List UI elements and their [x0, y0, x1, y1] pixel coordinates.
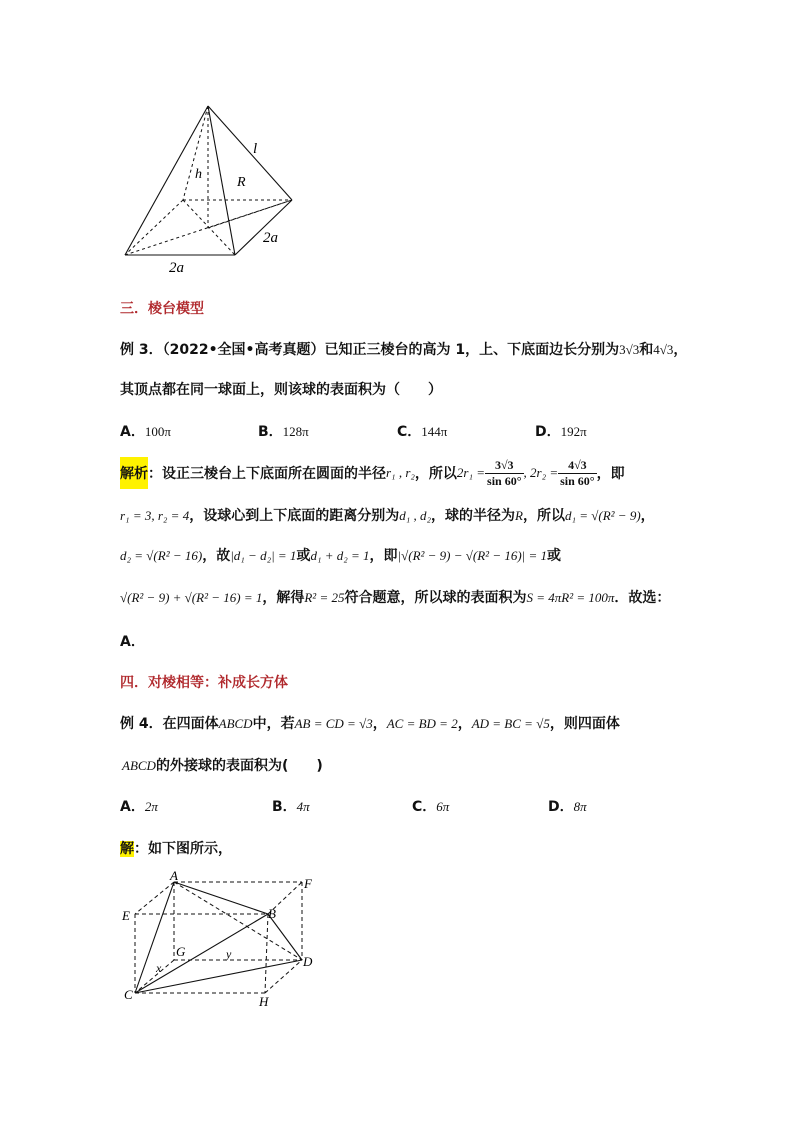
- label-H: H: [259, 994, 269, 1009]
- label-F: F: [304, 876, 312, 891]
- example3-solution-line3: d₂ = √(R² − 16)，故|d₁ − d₂| = 1或d₁ + d₂ = 1，即|√(R² − 9) − √(R² − 16)| = 1或: [120, 548, 562, 564]
- example4-option-c: C．6π: [412, 799, 450, 815]
- label-E: E: [122, 908, 130, 923]
- fraction-1: $\frac{3√3}{\sin 60^\circ}$: [487, 457, 522, 488]
- label-y: y: [226, 947, 232, 961]
- label-l: l: [253, 141, 258, 157]
- section-title-4: 四．对棱相等：补成长方体: [120, 675, 288, 691]
- example4-option-b: B．4π: [272, 799, 310, 815]
- example4-line2: ABCD的外接球的表面积为( ): [122, 758, 323, 774]
- example3-solution-line1: 解析 ：设正三棱台上下底面所在圆面的半径 r₁ , r₂ ，所以 2r₁ = $\frac{3√3}{\sin 60^\circ}$ , 2r₂ = $\frac{4√3}{\sin 60^\circ}$ ，即: [120, 457, 625, 488]
- solution-tag: 解析: [120, 457, 148, 489]
- section-title-3: 三．棱台模型: [120, 301, 204, 317]
- example4-line1: 例 4．在四面体ABCD中，若AB = CD = √3，AC = BD = 2，AD = BC = √5，则四面体: [120, 716, 620, 732]
- example3-solution-line2: r₁ = 3, r₂ = 4，设球心到上下底面的距离分别为d₁ , d₂，球的半径为R，所以d₁ = √(R² − 9)，: [120, 508, 655, 524]
- label-C: C: [124, 987, 133, 1002]
- box-tetrahedron-figure: [118, 868, 328, 1013]
- example3-line2: 其顶点都在同一球面上，则该球的表面积为（ ）: [120, 382, 442, 398]
- label-R: R: [237, 175, 246, 190]
- example3-option-b: B．128π: [258, 424, 309, 440]
- example4-option-a: A．2π: [120, 799, 158, 815]
- label-h: h: [195, 167, 202, 182]
- example3-option-a: A．100π: [120, 424, 171, 440]
- label-D: D: [303, 954, 313, 969]
- pyramid-figure: [115, 98, 305, 278]
- fraction-2: $\frac{4√3}{\sin 60^\circ}$: [560, 457, 595, 488]
- label-G: G: [176, 944, 186, 959]
- example4-option-d: D．8π: [548, 799, 587, 815]
- label-x: x: [156, 961, 162, 975]
- example3-line1: 例 3．（2022•全国•高考真题）已知正三棱台的高为 1，上、下底面边长分别为3√3和4√3，: [120, 342, 688, 358]
- example4-solution: 解：如下图所示，: [120, 841, 232, 857]
- solution-tag: 解: [120, 841, 134, 857]
- label-side-2a: 2a: [263, 230, 278, 246]
- example3-answer: A．: [120, 634, 145, 650]
- label-B: B: [268, 906, 276, 921]
- label-A: A: [170, 868, 178, 883]
- label-bottom-2a: 2a: [169, 260, 184, 276]
- example3-solution-line4: √(R² − 9) + √(R² − 16) = 1，解得R² = 25符合题意，所以球的表面积为S = 4πR² = 100π．故选：: [120, 590, 671, 606]
- example3-option-c: C．144π: [397, 424, 448, 440]
- example3-option-d: D．192π: [535, 424, 587, 440]
